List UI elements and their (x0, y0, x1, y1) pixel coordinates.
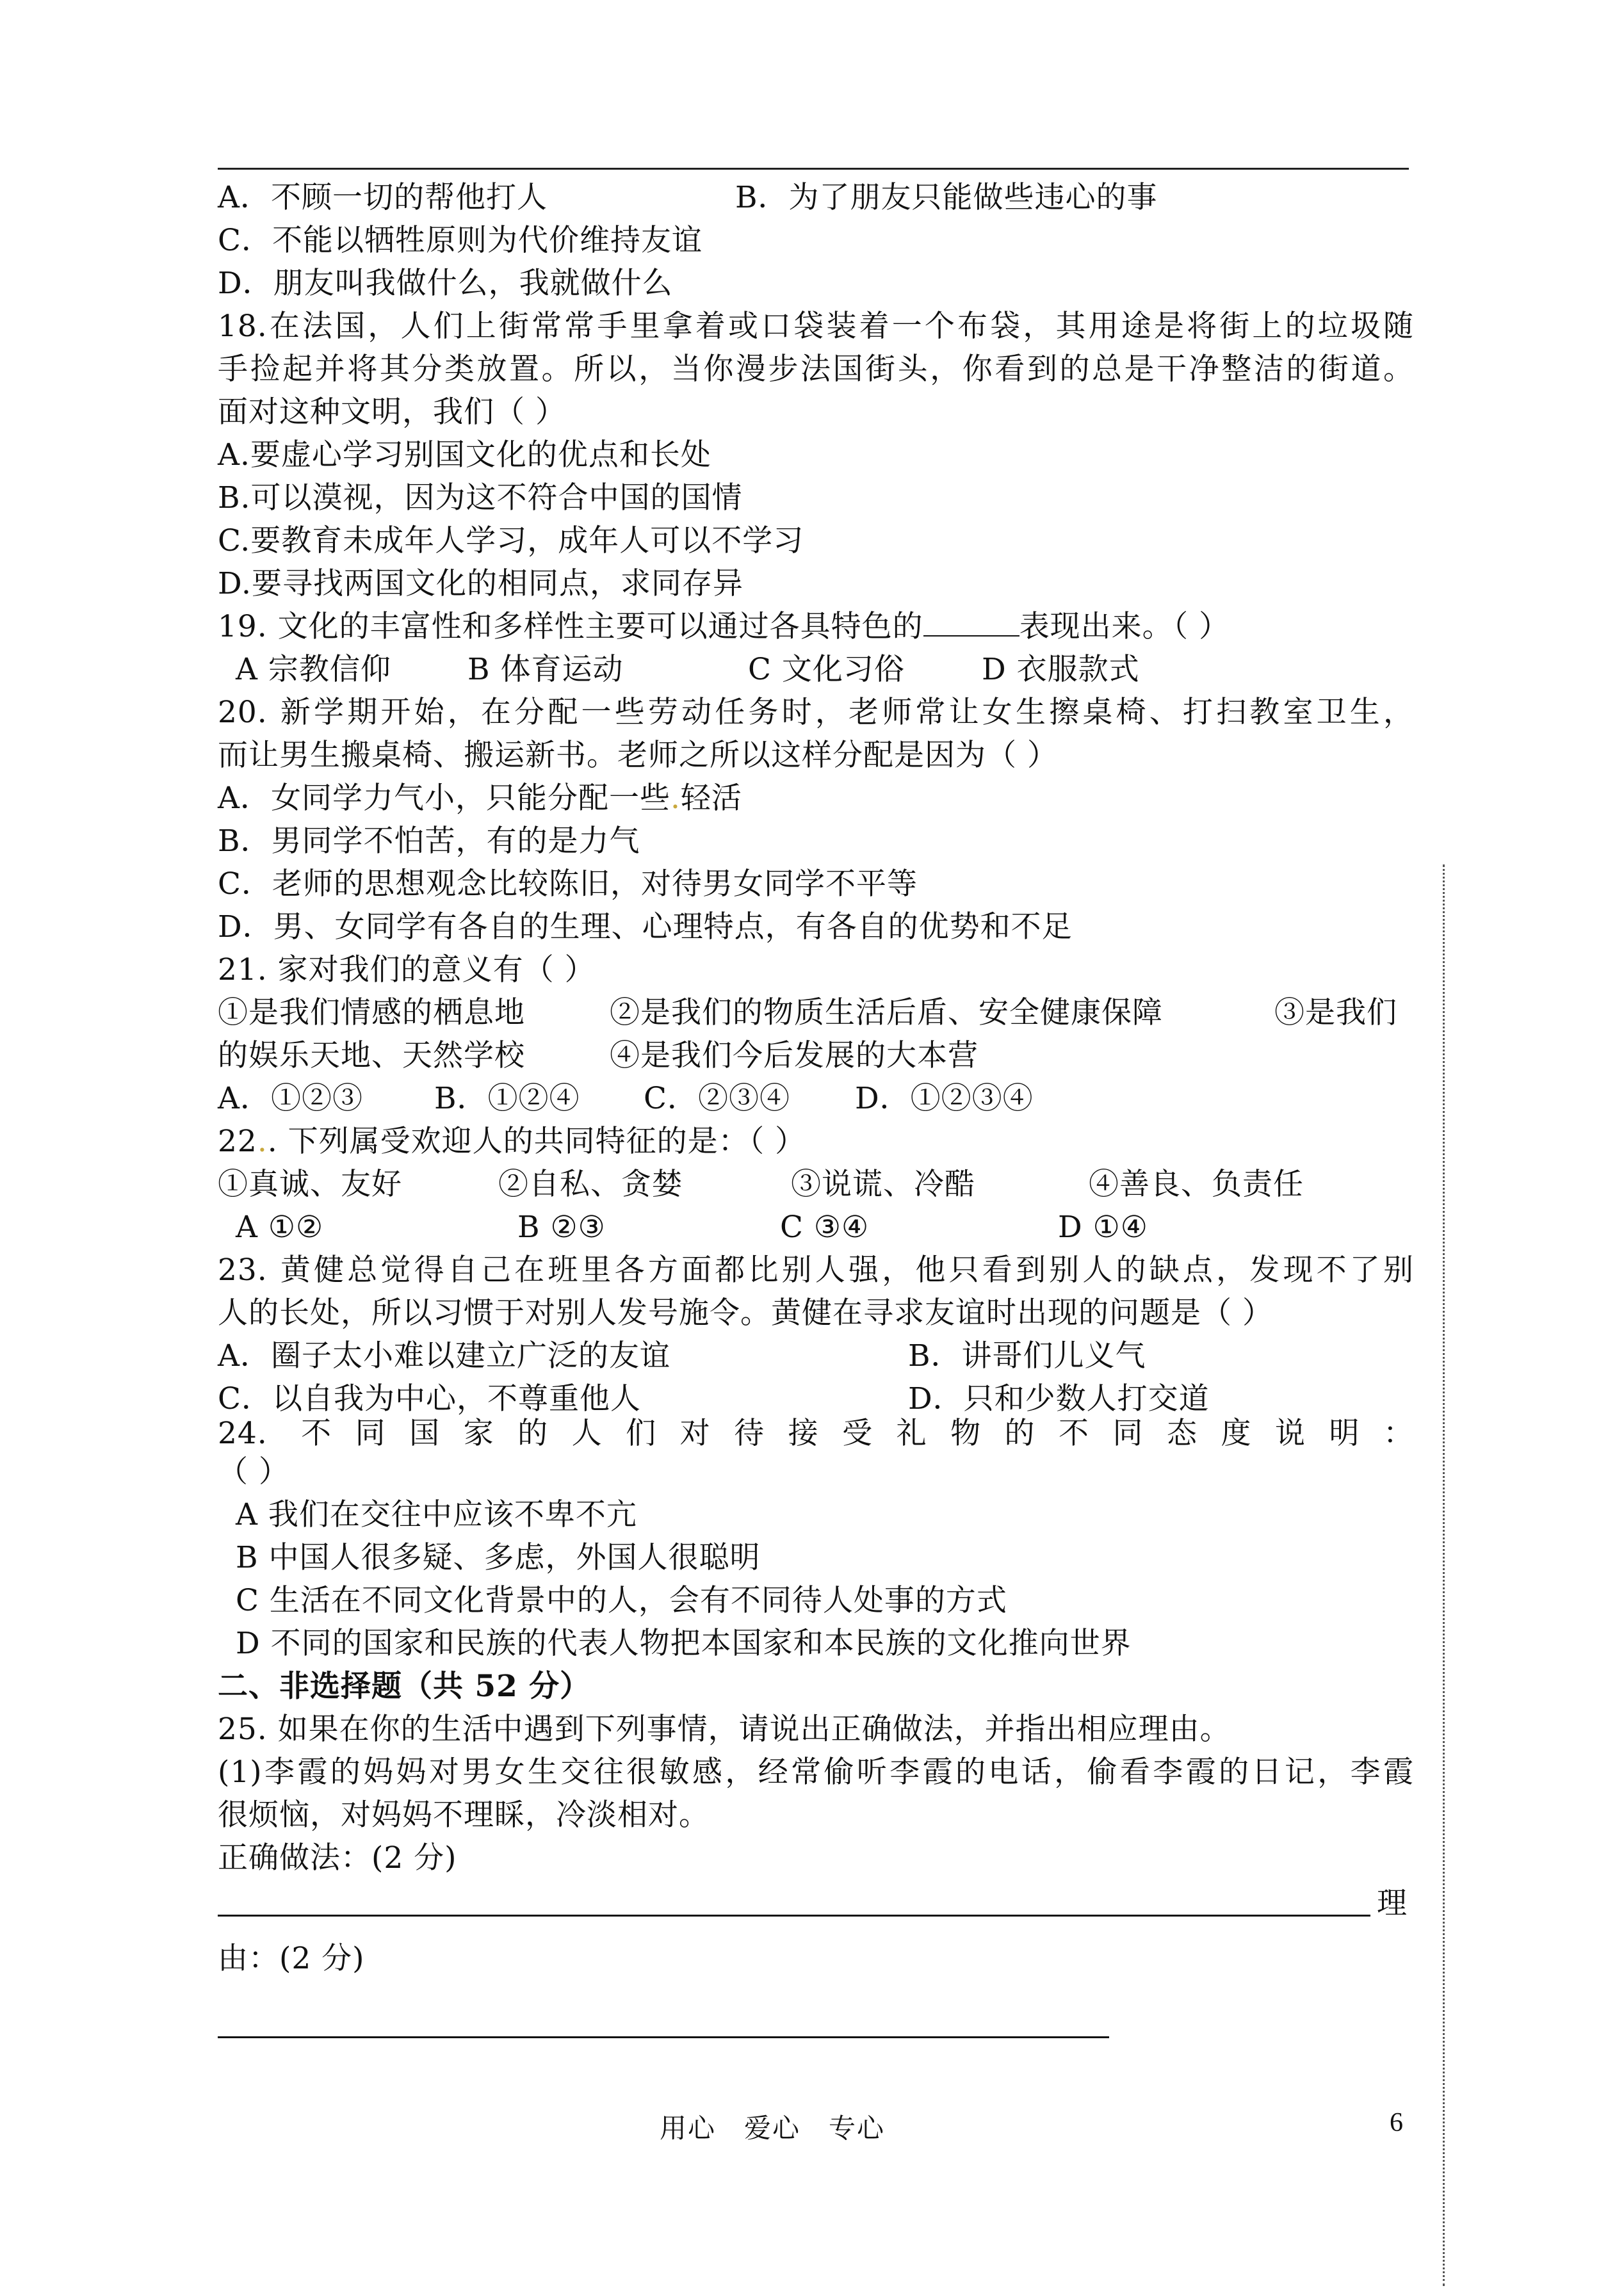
q20-option-c: C．老师的思想观念比较陈旧，对待男女同学不平等 (218, 866, 918, 902)
q20-option-b: B．男同学不怕苦，有的是力气 (218, 823, 640, 859)
binding-margin-dotted-line (1443, 864, 1445, 2286)
q21-option-c: C．②③④ (644, 1081, 790, 1116)
q24-stem-line1: 24. 不同国家的人们对待接受礼物的不同态度说明： (218, 1416, 1414, 1451)
q24-option-a: A 我们在交往中应该不卑不亢 (236, 1497, 637, 1532)
q19-option-b: B 体育运动 (467, 652, 624, 687)
answer-line-method (218, 1915, 1370, 1917)
q18-stem-line3: 面对这种文明，我们（ ） (218, 394, 566, 430)
q19-stem-post: 表现出来。（ ） (1019, 609, 1230, 644)
q23-stem-line1: 23. 黄健总觉得自己在班里各方面都比别人强，他只看到别人的缺点，发现不了别 (218, 1253, 1414, 1288)
q18-option-a: A.要虚心学习别国文化的优点和长处 (218, 437, 711, 473)
section-heading: 二、非选择题（共 52 分） (218, 1669, 591, 1704)
q22-statement-1: ①真诚、友好 (218, 1167, 402, 1202)
q22-option-b: B ②③ (517, 1210, 606, 1245)
q22-stem (218, 1123, 806, 1161)
q18-option-b: B.可以漠视，因为这不符合中国的国情 (218, 480, 743, 515)
q20-option-d: D．男、女同学有各自的生理、心理特点，有各自的优势和不足 (218, 909, 1073, 945)
q22-statement-4: ④善良、负责任 (1089, 1167, 1304, 1202)
q21-option-d: D．①②③④ (855, 1081, 1034, 1116)
q22-option-c: C ③④ (780, 1210, 870, 1245)
q22-statement-3: ③说谎、冷酷 (791, 1167, 975, 1202)
q21-option-a: A．①②③ (218, 1081, 363, 1116)
q24-stem-line2: （ ） (218, 1454, 289, 1489)
q20-stem-line1: 20. 新学期开始，在分配一些劳动任务时，老师常让女生擦桌椅、打扫教室卫生， (218, 695, 1414, 730)
q24-option-d: D 不同的国家和民族的代表人物把本国家和本民族的文化推向世界 (236, 1626, 1132, 1661)
page-number: 6 (1390, 2108, 1403, 2137)
q19-option-a: A 宗教信仰 (236, 652, 391, 687)
q21-statement-3-start: ③是我们 (1274, 995, 1397, 1030)
q18-stem-line2: 手捡起并将其分类放置。所以，当你漫步法国街头，你看到的总是干净整洁的街道。 (218, 352, 1414, 387)
q24-option-c: C 生活在不同文化背景中的人，会有不同待人处事的方式 (236, 1583, 1007, 1618)
header-rule (218, 168, 1409, 170)
q17-option-d: D．朋友叫我做什么，我就做什么 (218, 266, 673, 301)
answer-line-reason (218, 2036, 1109, 2038)
q18-option-d: D.要寻找两国文化的相同点，求同存异 (218, 566, 743, 601)
q25-sub1-line2: 很烦恼，对妈妈不理睬，冷淡相对。 (218, 1797, 710, 1833)
q21-option-b: B．①②④ (434, 1081, 580, 1116)
q20-option-a-post: 轻活 (680, 781, 742, 816)
q22-option-a: A ①② (236, 1210, 324, 1245)
q21-stem: 21. 家对我们的意义有（ ） (218, 952, 596, 987)
q22-option-d: D ①④ (1058, 1210, 1148, 1245)
q18-stem-line1: 18.在法国，人们上街常常手里拿着或口袋装着一个布袋，其用途是将街上的垃圾随 (218, 309, 1414, 344)
q21-statement-4: ④是我们今后发展的大本营 (610, 1038, 978, 1073)
q25-reason-label-start: 理 (1377, 1886, 1408, 1921)
q18-option-c: C.要教育未成年人学习，成年人可以不学习 (218, 523, 804, 558)
q19-blank (923, 610, 1019, 637)
q20-stem-line2: 而让男生搬桌椅、搬运新书。老师之所以这样分配是因为（ ） (218, 738, 1058, 773)
q25-method-label: 正确做法：(2 分) (218, 1840, 457, 1876)
stray-dot-mark: . (670, 781, 681, 816)
q25-sub1-line1: (1)李霞的妈妈对男女生交往很敏感，经常偷听李霞的电话，偷看李霞的日记，李霞 (218, 1755, 1414, 1790)
q23-option-d: D．只和少数人打交道 (908, 1381, 1210, 1416)
q24-option-b: B 中国人很多疑、多虑，外国人很聪明 (236, 1540, 761, 1575)
q23-stem-line2: 人的长处，所以习惯于对别人发号施令。黄健在寻求友谊时出现的问题是（ ） (218, 1295, 1273, 1331)
q23-option-c: C．以自我为中心，不尊重他人 (218, 1381, 641, 1416)
q21-statement-3-end: 的娱乐天地、天然学校 (218, 1038, 525, 1073)
q22-stem-text: . 下列属受欢迎人的共同特征的是：（ ） (267, 1124, 806, 1159)
q21-statement-1: ①是我们情感的栖息地 (218, 995, 525, 1030)
q21-statement-2: ②是我们的物质生活后盾、安全健康保障 (610, 995, 1163, 1030)
q23-option-b: B．讲哥们儿义气 (908, 1338, 1146, 1374)
q17-option-b: B．为了朋友只能做些违心的事 (735, 180, 1158, 215)
q19-stem (218, 608, 1230, 646)
q25-stem: 25. 如果在你的生活中遇到下列事情，请说出正确做法，并指出相应理由。 (218, 1712, 1231, 1747)
q19-option-c: C 文化习俗 (748, 652, 905, 687)
q25-reason-label: 由：(2 分) (218, 1941, 365, 1976)
q20-option-a-pre: A．女同学力气小，只能分配一些 (218, 781, 670, 816)
q19-option-d: D 衣服款式 (982, 652, 1140, 687)
page-footer-motto: 用心 爱心 专心 (660, 2113, 886, 2144)
q20-option-a (218, 779, 742, 818)
q22-statement-2: ②自私、贪婪 (498, 1167, 683, 1202)
stray-dot-mark: . (257, 1124, 268, 1159)
q17-option-c: C．不能以牺牲原则为代价维持友谊 (218, 223, 702, 258)
q19-stem-pre: 19. 文化的丰富性和多样性主要可以通过各具特色的 (218, 609, 923, 644)
q17-option-a: A．不顾一切的帮他打人 (218, 180, 548, 215)
q23-option-a: A．圈子太小难以建立广泛的友谊 (218, 1338, 670, 1374)
q22-number: 22 (218, 1124, 257, 1159)
